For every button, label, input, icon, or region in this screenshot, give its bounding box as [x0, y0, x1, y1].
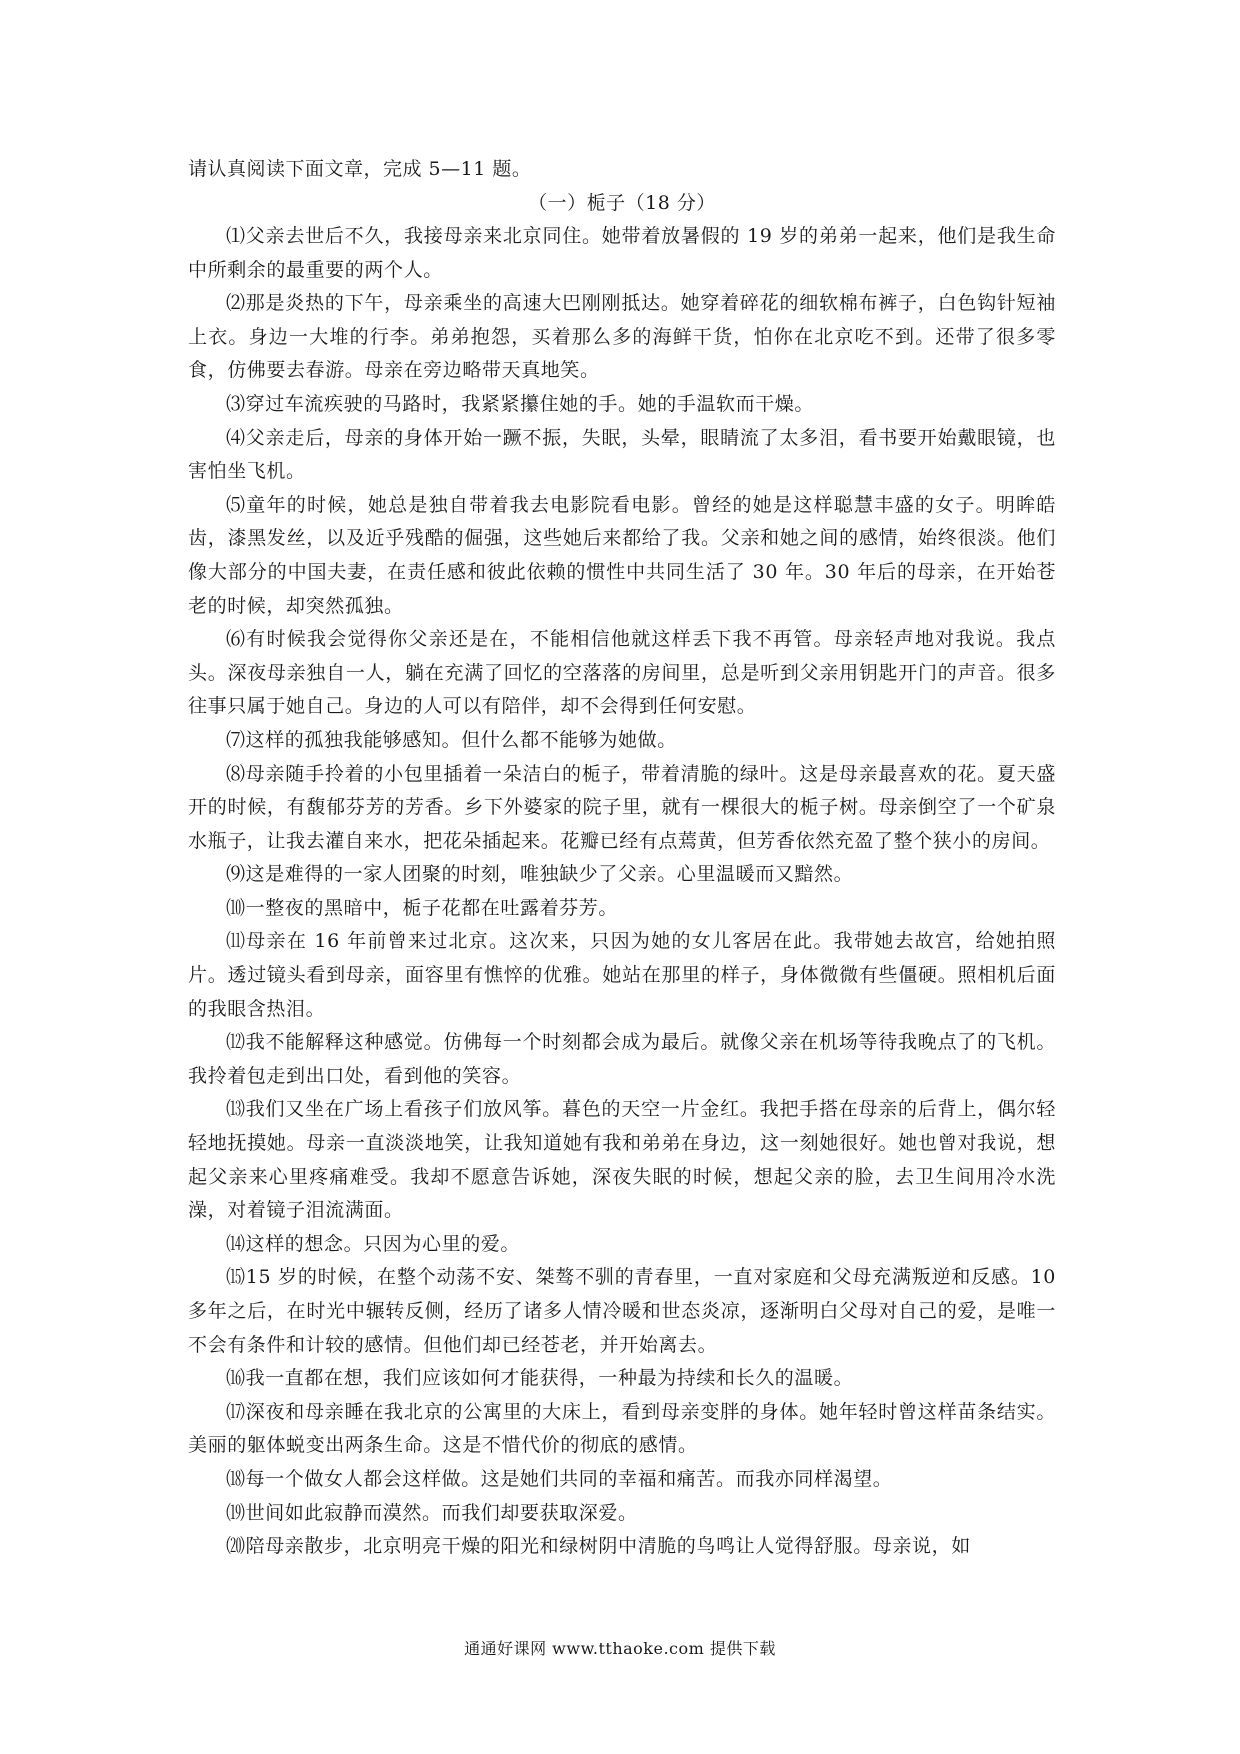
paragraph-4: ⑷父亲走后，母亲的身体开始一蹶不振，失眠，头晕，眼睛流了太多泪，看书要开始戴眼镜，也害怕坐飞机。	[188, 426, 1056, 483]
paragraph-6: ⑹有时候我会觉得你父亲还是在，不能相信他就这样丢下我不再管。母亲轻声地对我说。我点头。深夜母亲独自一人，躺在充满了回忆的空落落的房间里，总是听到父亲用钥匙开门的声音。很多往事只属于她自己。身边的人可以有陪伴，却不会得到任何安慰。	[188, 628, 1056, 718]
reading-instruction: 请认真阅读下面文章，完成 5—11 题。	[188, 158, 532, 180]
paragraph-8: ⑻母亲随手拎着的小包里插着一朵洁白的栀子，带着清脆的绿叶。这是母亲最喜欢的花。夏天盛开的时候，有馥郁芬芳的芳香。乡下外婆家的院子里，就有一棵很大的栀子树。母亲倒空了一个矿泉水瓶子，让我去灌自来水，把花朵插起来。花瓣已经有点蔫黄，但芳香依然充盈了整个狭小的房间。	[188, 762, 1056, 852]
paragraph-17: ⒄深夜和母亲睡在我北京的公寓里的大床上，看到母亲变胖的身体。她年轻时曾这样苗条结实。美丽的躯体蜕变出两条生命。这是不惜代价的彻底的感情。	[188, 1400, 1056, 1457]
paragraph-12: ⑿我不能解释这种感觉。仿佛每一个时刻都会成为最后。就像父亲在机场等待我晚点了的飞机。我拎着包走到出口处，看到他的笑容。	[188, 1031, 1056, 1087]
paragraph-16: ⒃我一直都在想，我们应该如何才能获得，一种最为持续和长久的温暖。	[226, 1367, 854, 1390]
paragraph-19: ⒆世间如此寂静而漠然。而我们却要获取深爱。	[226, 1501, 638, 1524]
paragraph-14: ⒁这样的想念。只因为心里的爱。	[226, 1232, 521, 1255]
document-body	[188, 152, 1056, 1564]
paragraph-13: ⒀我们又坐在广场上看孩子们放风筝。暮色的天空一片金红。我把手搭在母亲的后背上，偶尔轻轻地抚摸她。母亲一直淡淡地笑，让我知道她有我和弟弟在身边，这一刻她很好。她也曾对我说，想起父亲来心里疼痛难受。我却不愿意告诉她，深夜失眠的时候，想起父亲的脸，去卫生间用冷水洗澡，对着镜子泪流满面。	[188, 1098, 1056, 1222]
section-title: （一）栀子（18 分）	[528, 192, 716, 214]
paragraph-20: ⒇陪母亲散步，北京明亮干燥的阳光和绿树阴中清脆的鸟鸣让人觉得舒服。母亲说，如	[226, 1535, 971, 1558]
paragraph-15: ⒂15 岁的时候，在整个动荡不安、桀骜不驯的青春里，一直对家庭和父母充满叛逆和反感。10 多年之后，在时光中辗转反侧，经历了诸多人情冷暖和世态炎凉，逐渐明白父母对自己的爱，是唯一不会有条件和计较的感情。但他们却已经苍老，并开始离去。	[188, 1266, 1056, 1356]
paragraph-10: ⑽一整夜的黑暗中，栀子花都在吐露着芬芳。	[226, 896, 619, 919]
paragraph-9: ⑼这是难得的一家人团聚的时刻，唯独缺少了父亲。心里温暖而又黯然。	[226, 863, 854, 886]
paragraph-2: ⑵那是炎热的下午，母亲乘坐的高速大巴刚刚抵达。她穿着碎花的细软棉布裤子，白色钩针短袖上衣。身边一大堆的行李。弟弟抱怨，买着那么多的海鲜干货，怕你在北京吃不到。还带了很多零食，仿佛要去春游。母亲在旁边略带天真地笑。	[188, 292, 1056, 382]
paragraph-7: ⑺这样的孤独我能够感知。但什么都不能够为她做。	[226, 728, 677, 751]
paragraph-5: ⑸童年的时候，她总是独自带着我去电影院看电影。曾经的她是这样聪慧丰盛的女子。明眸皓齿，漆黑发丝，以及近乎残酷的倔强，这些她后来都给了我。父亲和她之间的感情，始终很淡。他们像大部分的中国夫妻，在责任感和彼此依赖的惯性中共同生活了 30 年。30 年后的母亲，在开始苍老的时候，却突然孤独。	[188, 493, 1056, 617]
paragraph-11: ⑾母亲在 16 年前曾来过北京。这次来，只因为她的女儿客居在此。我带她去故宫，给她拍照片。透过镜头看到母亲，面容里有憔悴的优雅。她站在那里的样子，身体微微有些僵硬。照相机后面的我眼含热泪。	[188, 930, 1056, 1020]
paragraph-18: ⒅每一个做女人都会这样做。这是她们共同的幸福和痛苦。而我亦同样渴望。	[226, 1467, 893, 1490]
paragraph-1: ⑴父亲去世后不久，我接母亲来北京同住。她带着放暑假的 19 岁的弟弟一起来，他们是我生命中所剩余的最重要的两个人。	[188, 225, 1056, 281]
page-footer: 通通好课网 www.tthaoke.com 提供下载	[464, 1639, 776, 1658]
paragraph-3: ⑶穿过车流疾驶的马路时，我紧紧攥住她的手。她的手温软而干燥。	[226, 392, 815, 415]
